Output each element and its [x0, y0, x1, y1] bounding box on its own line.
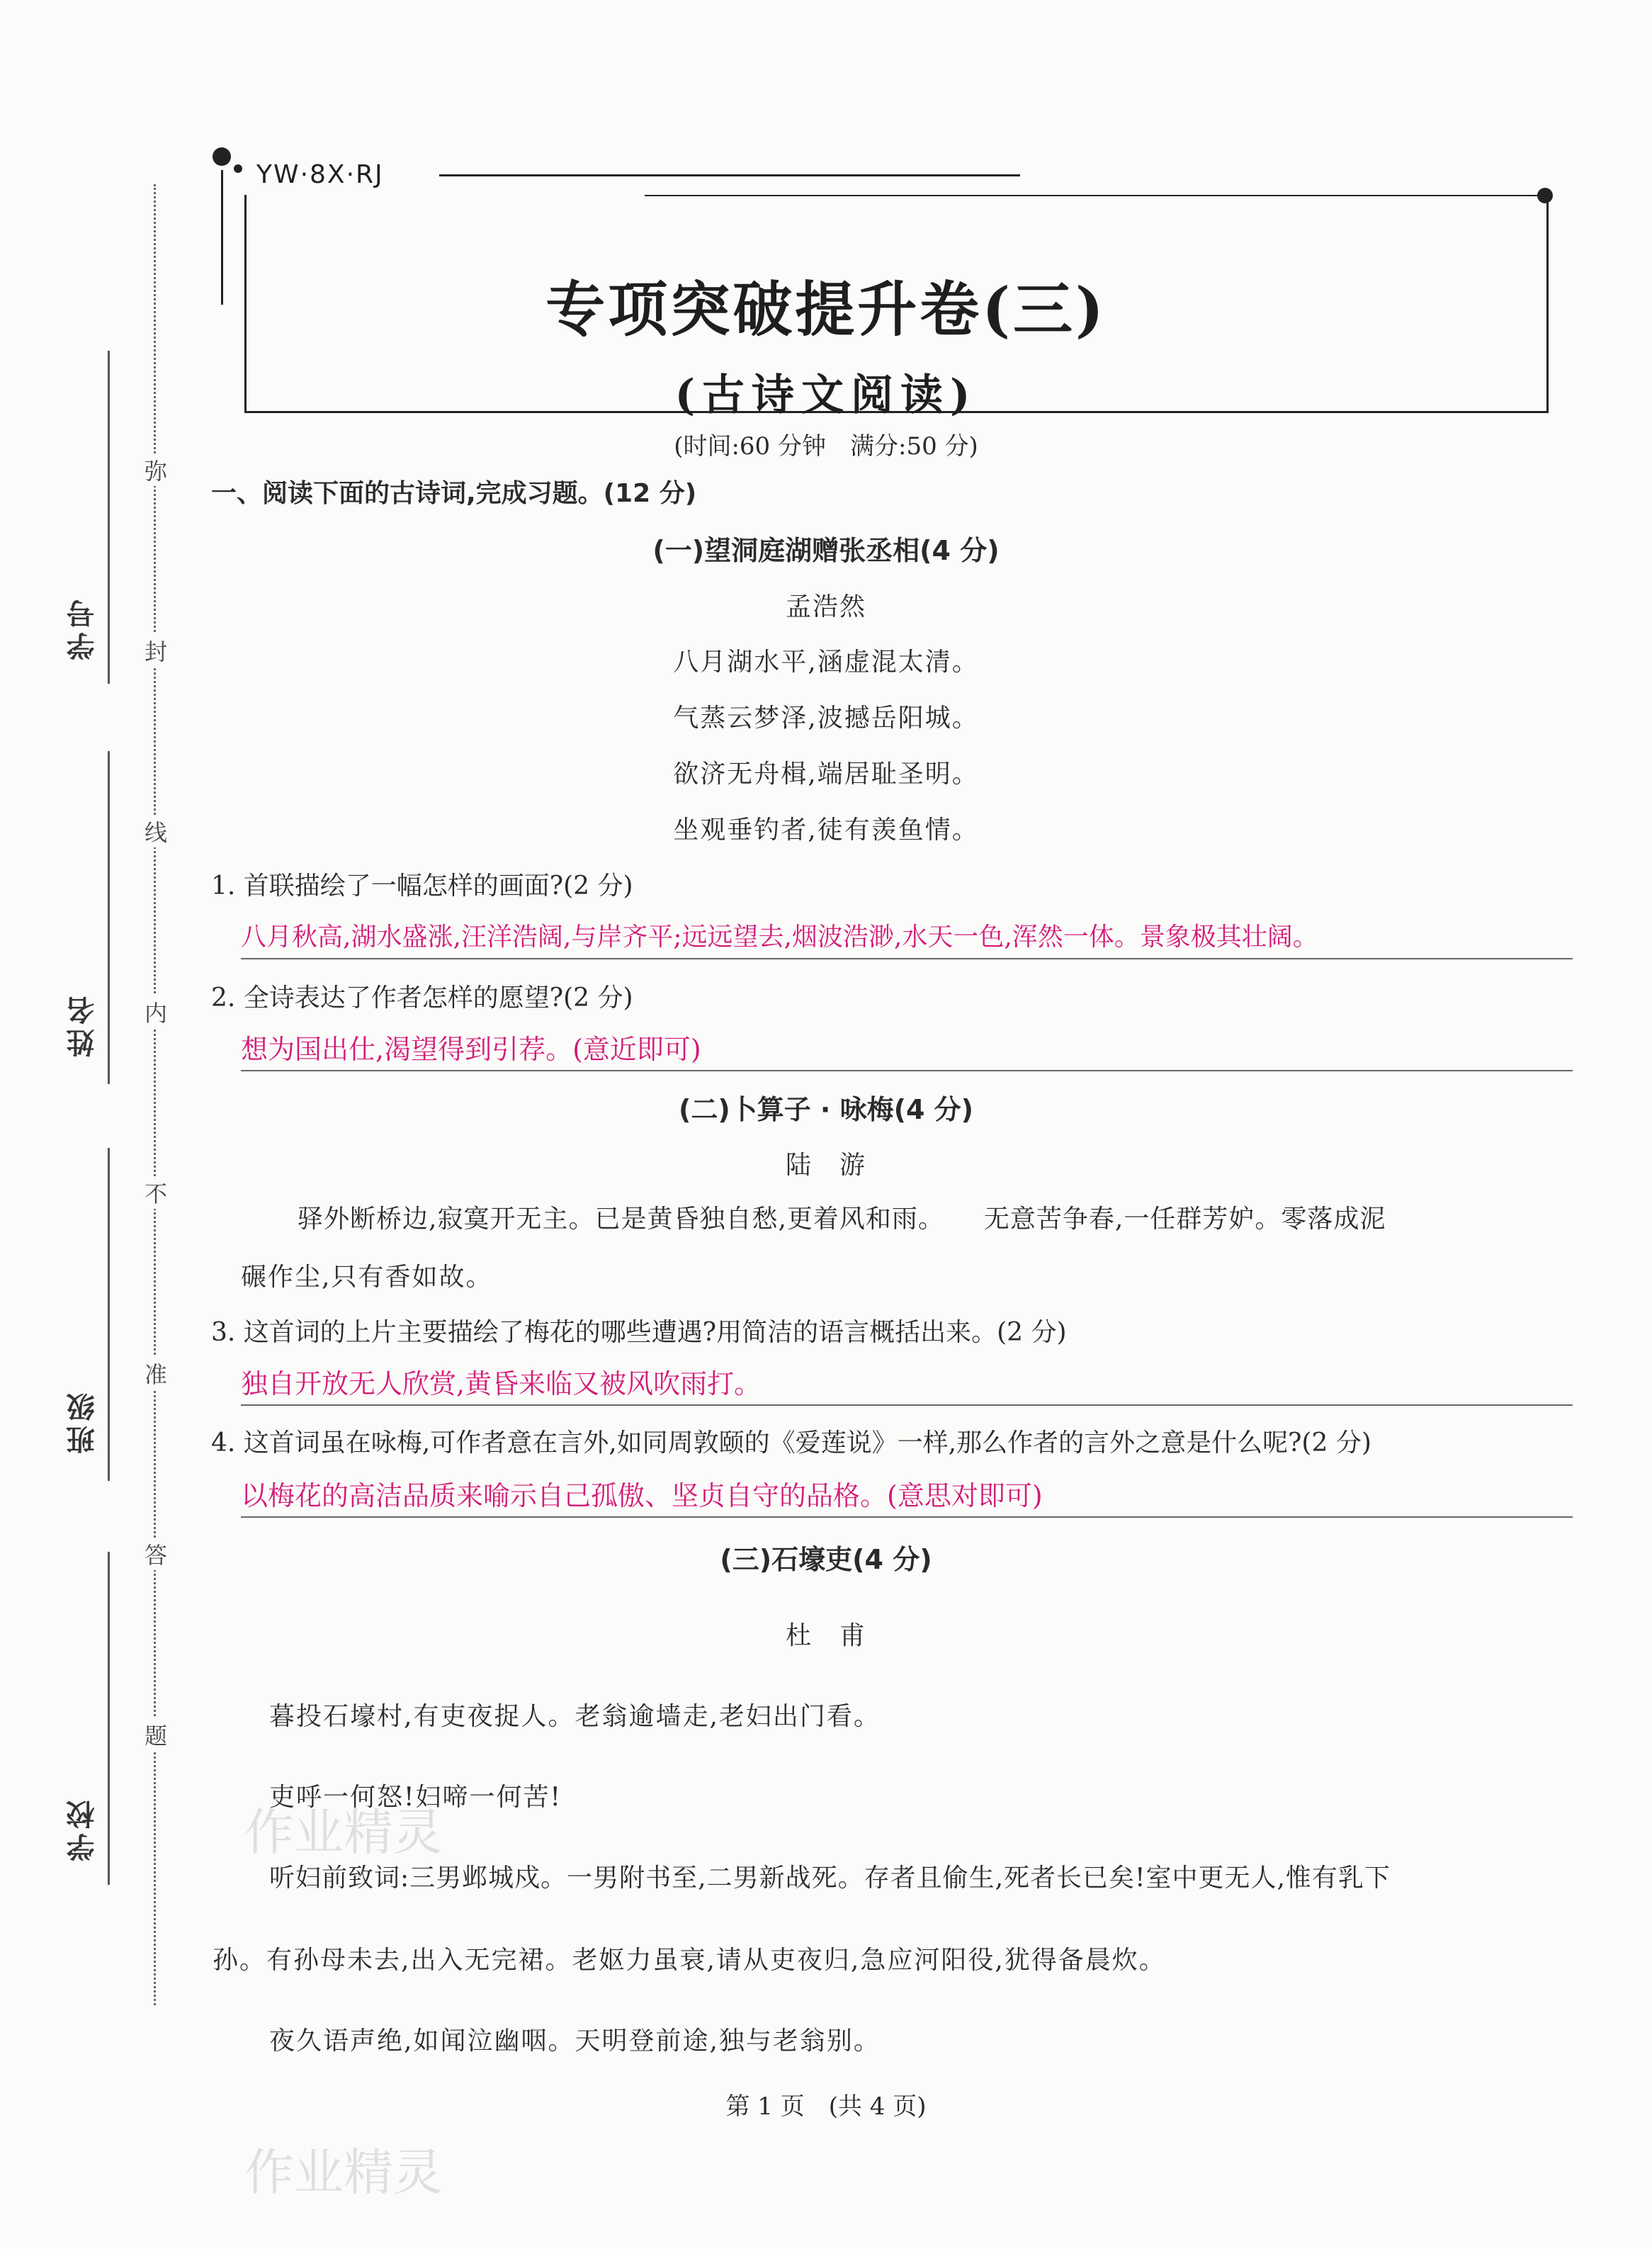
name-line[interactable] — [108, 751, 110, 1084]
page-subtitle: (古诗文阅读) — [674, 371, 978, 420]
field-label-school: 学校 — [67, 1796, 99, 1861]
poem3-line: 孙。有孙母未去,出入无完裙。老妪力虽衰,请从吏夜归,急应河阳役,犹得备晨炊。 — [213, 1946, 1166, 1975]
answer-3[interactable]: 独自开放无人欣赏,黄昏来临又被风吹雨打。 — [241, 1368, 1573, 1406]
question-1: 1. 首联描绘了一幅怎样的画面?(2 分) — [211, 872, 633, 901]
poem3-line: 夜久语声绝,如闻泣幽咽。天明登前途,独与老翁别。 — [269, 2027, 881, 2056]
watermark: 作业精灵 — [244, 2143, 443, 2202]
poem1-line: 气蒸云梦泽,波撼岳阳城。 — [673, 704, 979, 733]
seal-char: 线 — [142, 815, 170, 847]
watermark: 作业精灵 — [244, 1803, 443, 1861]
poem1-line: 欲济无舟楫,端居耻圣明。 — [673, 760, 979, 789]
seal-char: 不 — [142, 1176, 170, 1209]
poem1-title: (一)望洞庭湖赠张丞相(4 分) — [652, 535, 1000, 566]
page-title: 专项突破提升卷(三) — [545, 274, 1107, 344]
field-label-student-id: 学号 — [67, 595, 99, 660]
answer-2[interactable]: 想为国出仕,渴望得到引荐。(意近即可) — [241, 1033, 1573, 1071]
poem2-title: (二)卜算子 · 咏梅(4 分) — [678, 1094, 974, 1125]
poem3-line: 暮投石壕村,有吏夜捉人。老翁逾墙走,老妇出门看。 — [269, 1702, 881, 1731]
field-label-class: 班级 — [67, 1389, 99, 1454]
header-code: YW·8X·RJ — [256, 160, 384, 189]
poem2-text: 驿外断桥边,寂寞开无主。已是黄昏独自愁,更着风和雨。 无意苦争春,一任群芳妒。零落成泥 — [298, 1205, 1386, 1234]
page-number: 第 1 页 (共 4 页) — [725, 2092, 927, 2121]
exam-meta: (时间:60 分钟 满分:50 分) — [674, 432, 978, 461]
class-line[interactable] — [108, 1148, 110, 1481]
answer-4[interactable]: 以梅花的高洁品质来喻示自己孤傲、坚贞自守的品格。(意思对即可) — [241, 1479, 1573, 1518]
answer-1[interactable]: 八月秋高,湖水盛涨,汪洋浩阔,与岸齐平;远远望去,烟波浩渺,水天一色,浑然一体。景象极其壮阔。 — [241, 921, 1573, 959]
poem3-line: 听妇前致词:三男邺城戍。一男附书至,二男新战死。存者且偷生,死者长已矣!室中更无人,惟有乳下 — [269, 1864, 1391, 1893]
poem1-author: 孟浩然 — [785, 592, 866, 621]
seal-char: 弥 — [142, 453, 170, 486]
poem2-author: 陆 游 — [785, 1151, 866, 1180]
poem2-text: 碾作尘,只有香如故。 — [241, 1263, 493, 1292]
seal-char: 准 — [142, 1357, 170, 1390]
question-2: 2. 全诗表达了作者怎样的愿望?(2 分) — [211, 983, 633, 1013]
seal-char: 答 — [142, 1538, 170, 1570]
field-label-name: 姓名 — [67, 992, 99, 1057]
question-3: 3. 这首词的上片主要描绘了梅花的哪些遭遇?用简洁的语言概括出来。(2 分) — [211, 1318, 1067, 1347]
poem3-author: 杜 甫 — [785, 1621, 866, 1650]
header-dot-small — [234, 164, 242, 173]
header-dot-left — [213, 147, 231, 166]
seal-char: 内 — [142, 996, 170, 1028]
question-4: 4. 这首词虽在咏梅,可作者意在言外,如同周敦颐的《爱莲说》一样,那么作者的言外之意是什么呢?(2 分) — [211, 1428, 1371, 1458]
poem3-title: (三)石壕吏(4 分) — [720, 1544, 932, 1575]
poem1-line: 坐观垂钓者,徒有羡鱼情。 — [673, 816, 979, 845]
poem1-line: 八月湖水平,涵虚混太清。 — [673, 648, 979, 677]
poem3-line: 吏呼一何怒!妇啼一何苦! — [269, 1783, 562, 1812]
seal-char: 题 — [142, 1718, 170, 1751]
seal-char: 封 — [142, 634, 170, 667]
section-heading: 一、阅读下面的古诗词,完成习题。(12 分) — [211, 479, 697, 508]
school-line[interactable] — [108, 1552, 110, 1885]
header-rule-top — [439, 174, 1020, 176]
